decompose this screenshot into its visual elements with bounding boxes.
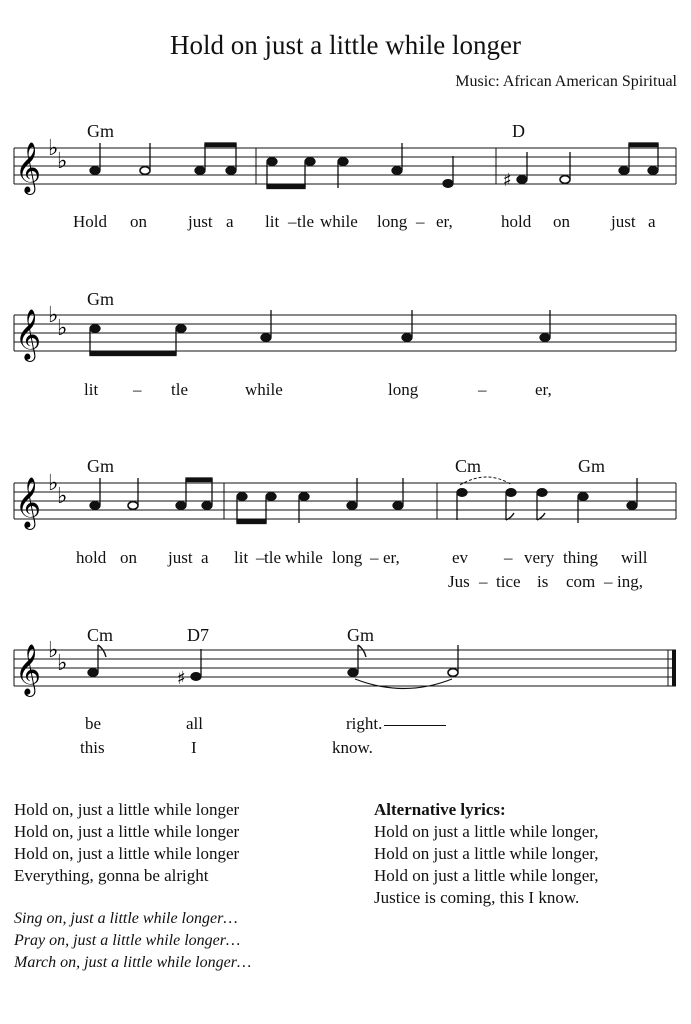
lyric: –: [256, 548, 265, 567]
lyric: lit: [265, 212, 280, 231]
lyric: just: [611, 212, 636, 231]
lyric: just: [168, 548, 193, 567]
staff-system-2: [0, 297, 691, 397]
lyric: very: [524, 548, 555, 567]
chord-symbol: Gm: [87, 289, 114, 309]
lyric: all: [186, 714, 203, 733]
lyric-alt: Jus: [448, 572, 470, 591]
lyric: –: [416, 212, 425, 231]
verse-line: Hold on, just a little while longer: [14, 822, 240, 841]
lyric: long: [388, 380, 419, 399]
lyric-alt: this: [80, 738, 105, 757]
treble-clef-icon: 𝄞: [15, 644, 42, 695]
svg-text:♭: ♭: [48, 638, 59, 663]
lyric: on: [120, 548, 137, 567]
svg-text:♭: ♭: [48, 471, 59, 496]
alternative-heading: Alternative lyrics:: [374, 800, 506, 819]
chord-symbol: Gm: [347, 625, 374, 645]
lyric: tle: [171, 380, 188, 399]
svg-text:♭: ♭: [57, 316, 68, 341]
key-signature-flat-icon: [48, 471, 67, 509]
lyric: Hold: [73, 212, 107, 231]
svg-text:♭: ♭: [57, 651, 68, 676]
alternative-line: Justice is coming, this I know.: [374, 888, 580, 907]
chord-symbol: Gm: [87, 121, 114, 141]
variant-line: March on, just a little while longer…: [14, 954, 252, 971]
treble-clef-icon: 𝄞: [15, 309, 42, 360]
lyric-alt: –: [604, 572, 613, 591]
alternative-line: Hold on just a little while longer,: [374, 866, 599, 885]
sharp-icon: ♯: [503, 170, 512, 191]
alternative-line: Hold on just a little while longer,: [374, 822, 599, 841]
song-title: Hold on just a little while longer: [170, 30, 521, 60]
lyric: long: [377, 212, 408, 231]
chord-symbol: Cm: [87, 625, 114, 645]
lyric-alt: tice: [496, 572, 521, 591]
verse-line: Hold on, just a little while longer: [14, 844, 240, 863]
lyric: hold: [76, 548, 107, 567]
alternative-line: Hold on just a little while longer,: [374, 844, 599, 863]
lyric: be: [85, 714, 102, 733]
variant-line: Sing on, just a little while longer…: [14, 910, 238, 927]
sharp-icon: ♯: [177, 668, 186, 689]
lyric: –: [504, 548, 513, 567]
tie: [355, 679, 452, 689]
lyric: a: [226, 212, 234, 231]
chord-symbol: D: [512, 121, 525, 141]
lyric: on: [130, 212, 147, 231]
key-signature-flat-icon: [48, 303, 67, 341]
lyric: a: [201, 548, 209, 567]
lyric: –: [133, 380, 142, 399]
lyric-alt: know.: [332, 738, 373, 757]
final-barline: [672, 650, 676, 686]
chord-symbol: Cm: [455, 456, 482, 476]
lyric: thing: [563, 548, 598, 567]
lyric-alt: com: [566, 572, 596, 591]
svg-text:♭: ♭: [57, 484, 68, 509]
lyric: a: [648, 212, 656, 231]
treble-clef-icon: 𝄞: [15, 477, 42, 528]
lyric: lit: [84, 380, 99, 399]
lyric: er,: [383, 548, 400, 567]
key-signature-flat-icon: [48, 136, 67, 174]
lyric: lit: [234, 548, 249, 567]
lyric: hold: [501, 212, 532, 231]
key-signature-flat-icon: [48, 638, 67, 676]
svg-text:♭: ♭: [48, 136, 59, 161]
lyric: while: [285, 548, 323, 567]
chord-symbol: Gm: [87, 456, 114, 476]
lyric: –: [370, 548, 379, 567]
lyric: –: [288, 212, 297, 231]
lyric-alt: ing,: [617, 572, 643, 591]
lyric-alt: –: [479, 572, 488, 591]
svg-text:♭: ♭: [48, 303, 59, 328]
lyric: just: [188, 212, 213, 231]
lyric: tle: [264, 548, 281, 567]
lyric: right.: [346, 714, 446, 734]
lyric-alt: I: [191, 738, 197, 757]
lyric: –: [478, 380, 487, 399]
lyric: er,: [535, 380, 552, 399]
svg-text:♭: ♭: [57, 149, 68, 174]
lyric-alt: is: [537, 572, 549, 591]
chord-symbol: Gm: [578, 456, 605, 476]
verse-line: Hold on, just a little while longer: [14, 800, 240, 819]
alternative-lyrics: [374, 799, 599, 909]
treble-clef-icon: 𝄞: [15, 142, 42, 193]
variant-line: Pray on, just a little while longer…: [14, 932, 241, 949]
lyric: long: [332, 548, 363, 567]
lyric: while: [320, 212, 358, 231]
music-credit: Music: African American Spiritual: [455, 73, 677, 90]
lyric: er,: [436, 212, 453, 231]
verse-lyrics: [14, 799, 239, 887]
verse-line: Everything, gonna be alright: [14, 866, 209, 885]
lyric: while: [245, 380, 283, 399]
lyric: ev: [452, 548, 469, 567]
verse-variants: [14, 908, 251, 974]
chord-symbol: D7: [187, 625, 209, 645]
lyric: will: [621, 548, 648, 567]
lyric: on: [553, 212, 570, 231]
dashed-slur: [460, 477, 512, 485]
lyric: tle: [297, 212, 314, 231]
